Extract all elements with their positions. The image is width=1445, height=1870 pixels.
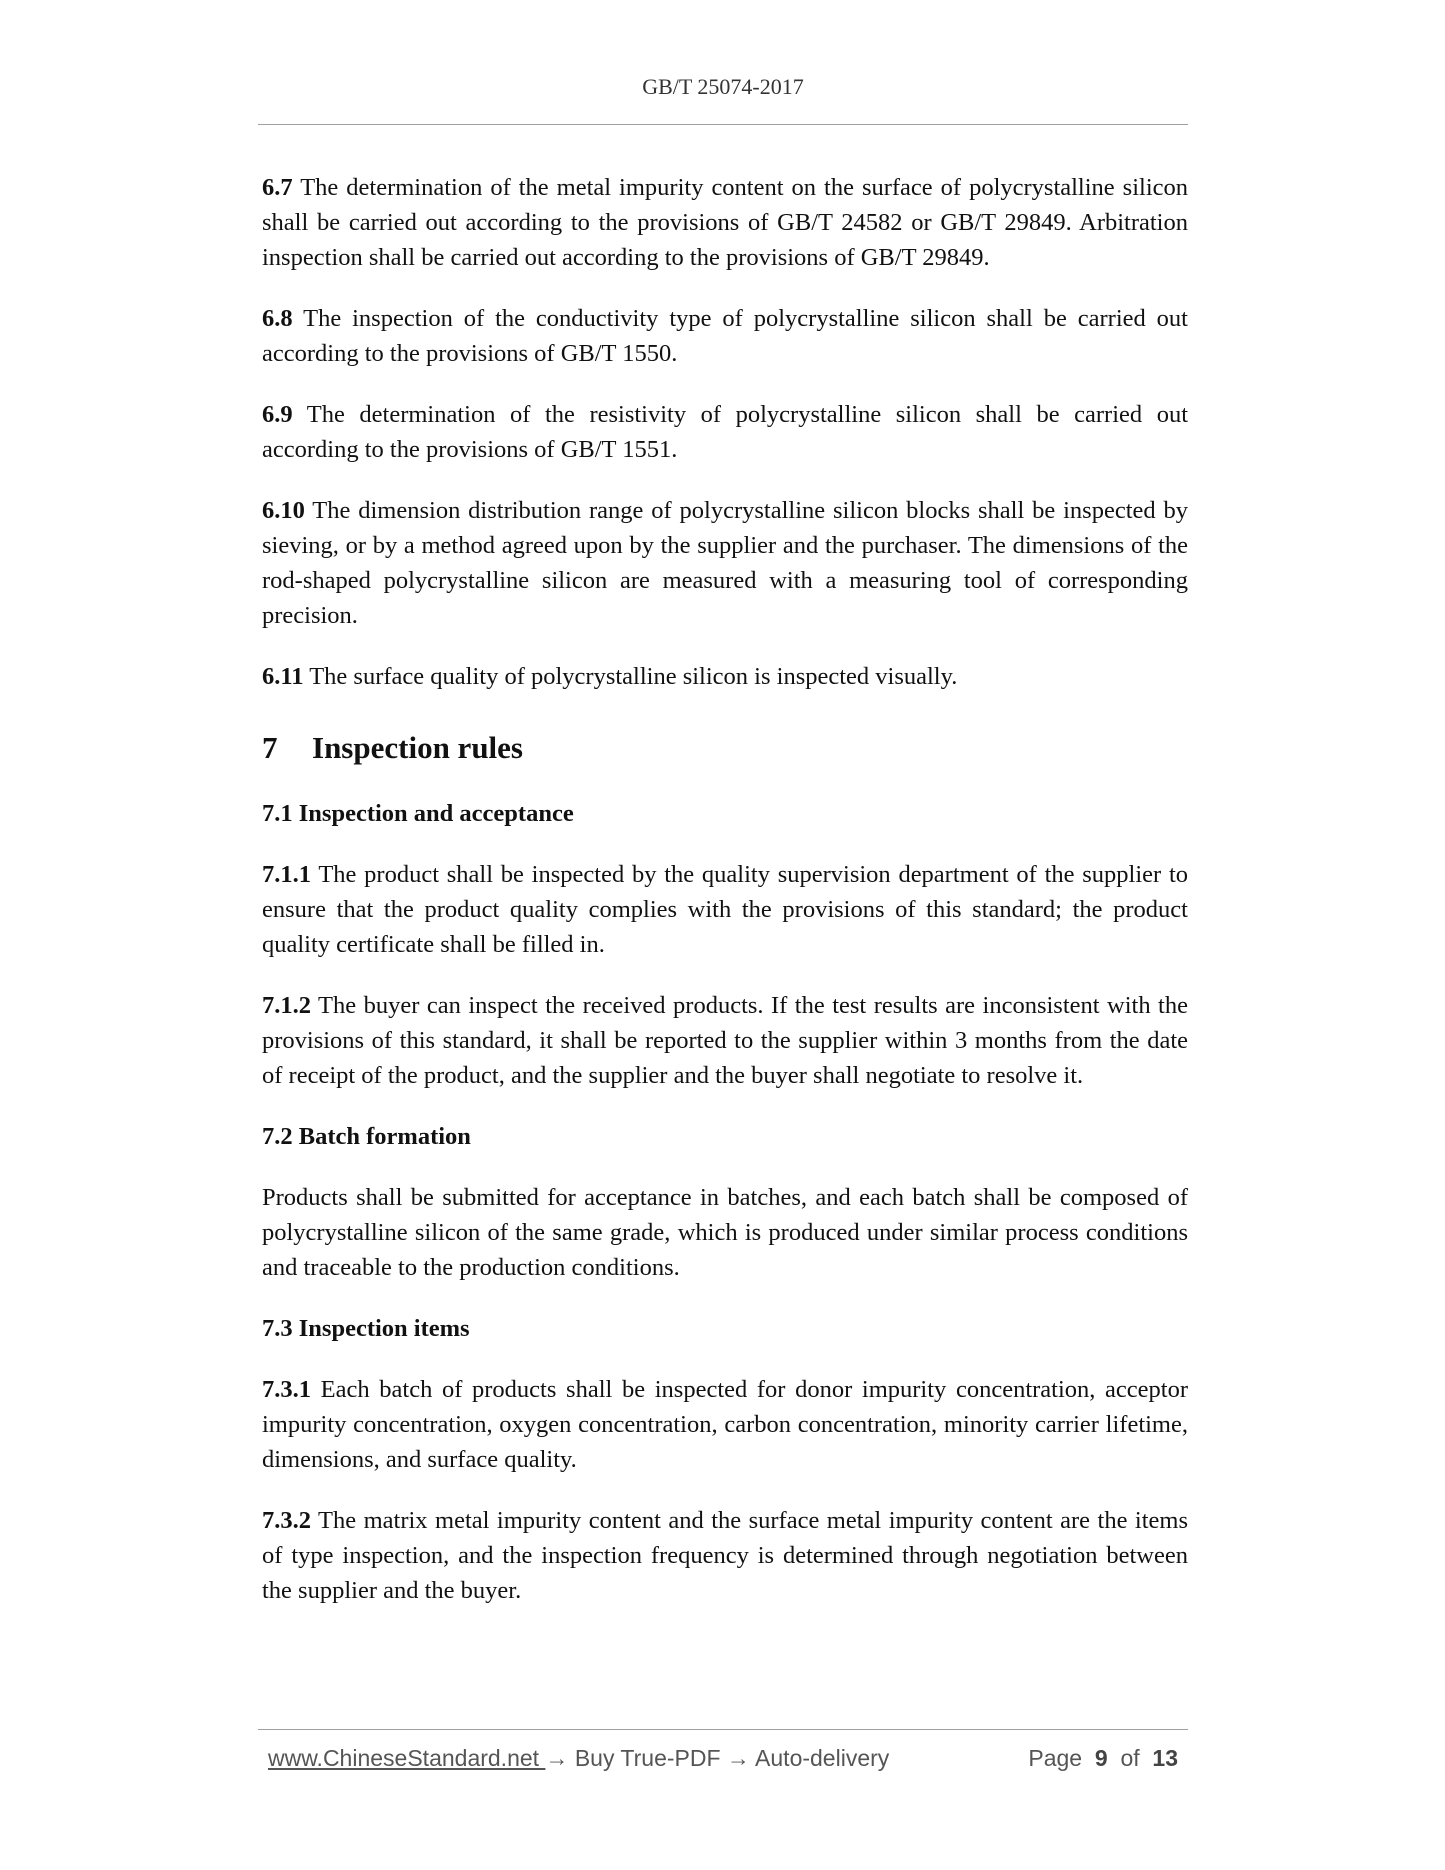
paragraph-7-1-2 <box>262 988 1188 1093</box>
clause-text: The matrix metal impurity content and the surface metal impurity content are the items of type inspection, and the inspection frequency is determined through negotiation between the supplier and the buyer. <box>262 1507 1188 1604</box>
website-link[interactable]: www.ChineseStandard.net <box>268 1745 546 1771</box>
clause-text: The buyer can inspect the received products. If the test results are inconsistent with the provisions of this standard, it shall be reported to the supplier within 3 months from the date of receipt of the product, and the supplier and the buyer shall negotiate to resolve it. <box>262 992 1188 1089</box>
clause-text: The dimension distribution range of polycrystalline silicon blocks shall be inspected by sieving, or by a method agreed upon by the supplier and the purchaser. The dimensions of the rod-shaped polycrystalline silicon are measured with a measuring tool of corresponding precision. <box>262 497 1188 629</box>
section-heading-7-3: 7.3 Inspection items <box>262 1315 470 1342</box>
delivery-text: Auto-delivery <box>749 1745 890 1771</box>
header-divider <box>258 124 1188 125</box>
paragraph-6-11 <box>262 659 1188 694</box>
clause-number: 6.8 <box>262 305 293 332</box>
paragraph-6-9 <box>262 397 1188 467</box>
page-header: GB/T 25074-2017 <box>642 74 804 99</box>
paragraph-6-7 <box>262 170 1188 275</box>
footer-divider <box>258 1729 1188 1730</box>
chapter-number: 7 <box>262 730 278 765</box>
arrow-right-icon: → <box>726 1745 750 1771</box>
page-indicator <box>1028 1745 1178 1772</box>
clause-text: The inspection of the conductivity type of polycrystalline silicon shall be carried out according to the provisions of GB/T 1550. <box>262 305 1188 367</box>
page-footer <box>268 1745 1188 1772</box>
page-label: Page <box>1028 1745 1083 1771</box>
clause-number: 7.3.1 <box>262 1376 311 1403</box>
clause-text: The surface quality of polycrystalline silicon is inspected visually. <box>309 663 958 690</box>
document-body <box>262 170 1188 1634</box>
clause-number: 6.11 <box>262 663 304 690</box>
paragraph-7-3-1 <box>262 1372 1188 1477</box>
chapter-title: Inspection rules <box>312 730 523 765</box>
clause-number: 6.7 <box>262 174 293 201</box>
clause-text: Each batch of products shall be inspected for donor impurity concentration, acceptor impurity concentration, oxygen concentration, carbon concentration, minority carrier lifetime, dimensions, and surface quality. <box>262 1376 1189 1473</box>
paragraph-6-8 <box>262 301 1188 371</box>
clause-number: 6.10 <box>262 497 305 524</box>
of-label: of <box>1120 1745 1140 1771</box>
paragraph-7-1-1 <box>262 857 1188 962</box>
section-heading-7-1: 7.1 Inspection and acceptance <box>262 800 574 827</box>
clause-text: The determination of the metal impurity content on the surface of polycrystalline silicon shall be carried out according to the provisions of GB/T 24582 or GB/T 29849. Arbitration inspection shall be carried out according to the provisions of GB/T 29849. <box>262 174 1188 271</box>
page-total: 13 <box>1152 1745 1178 1771</box>
clause-text: The determination of the resistivity of polycrystalline silicon shall be carried out according to the provisions of GB/T 1551. <box>262 401 1189 463</box>
buy-text: Buy True-PDF <box>568 1745 727 1771</box>
clause-number: 7.1.2 <box>262 992 311 1019</box>
page-number: 9 <box>1094 1745 1108 1771</box>
clause-number: 6.9 <box>262 401 293 428</box>
paragraph-6-10 <box>262 493 1188 633</box>
clause-number: 7.3.2 <box>262 1507 311 1534</box>
clause-number: 7.1.1 <box>262 861 311 888</box>
paragraph-7-2: Products shall be submitted for acceptance in batches, and each batch shall be composed of polycrystalline silicon of the same grade, which is produced under similar process conditions and traceable to the production conditions. <box>262 1184 1188 1281</box>
section-heading-7-2: 7.2 Batch formation <box>262 1123 471 1150</box>
chapter-heading <box>262 728 1188 768</box>
arrow-right-icon: → <box>545 1745 569 1771</box>
paragraph-7-3-2 <box>262 1503 1188 1608</box>
clause-text: The product shall be inspected by the quality supervision department of the supplier to ensure that the product quality complies with the provisions of this standard; the product quality certificate shall be filled in. <box>262 861 1188 958</box>
